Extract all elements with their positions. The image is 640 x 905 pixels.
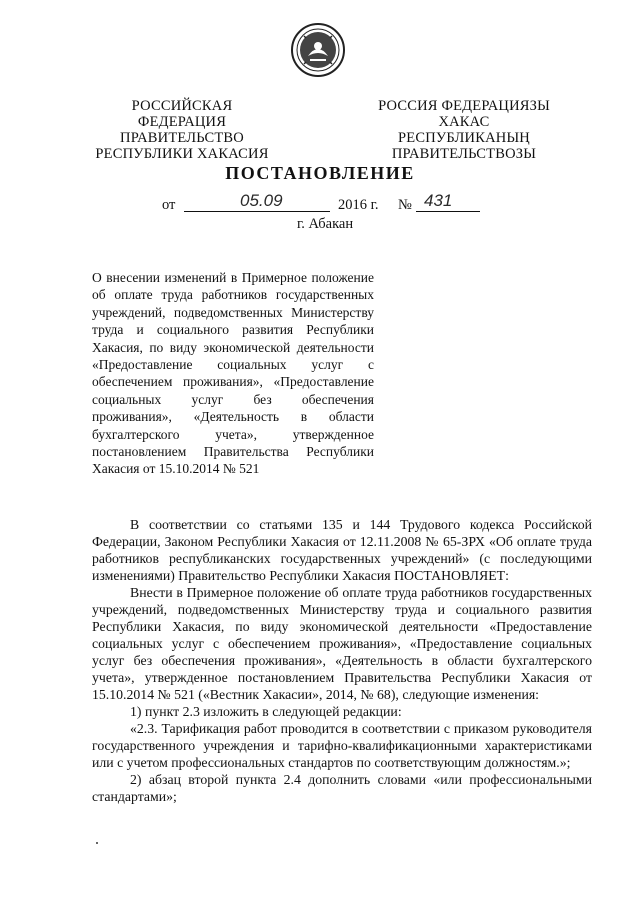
city: г. Абакан — [297, 216, 354, 232]
preamble-paragraph: В соответствии со статьями 135 и 144 Трудового кодекса Российской Федерации, Законом Республики Хакасия от 12.11.2008 № 65-ЗРХ «Об оплате труда работников республиканских государственных учреждений» (с последующими изменениями) Правительство Республики Хакасия ПОСТАНОВЛЯЕТ: — [92, 517, 592, 583]
quoted-clause: «2.3. Тарификация работ проводится в соответствии с приказом руководителя государственного учреждения и тарифно-квалификационными характеристиками или с учетом профессиональных стандартов по соответствующим должностям.»; — [92, 721, 592, 770]
resolution-paragraph: Внести в Примерное положение об оплате труда работников государственных учреждений, подведомственных Министерству труда и социального развития Республики Хакасия, по виду экономической деятельности «Предоставление социальных услуг с обеспечением проживания», «Предоставление социальных услуг без обеспечения проживания», «Деятельность в области бухгалтерского учета», утвержденное постановлением Правительства Республики Хакасия от 15.10.2014 № 521 («Вестник Хакасии», 2014, № 68), следующие изменения: — [92, 585, 592, 702]
header-right — [374, 98, 554, 162]
document-title: ПОСТАНОВЛЕНИЕ — [225, 163, 415, 183]
header-left-line-1: РОССИЙСКАЯ ФЕДЕРАЦИЯ — [131, 98, 233, 130]
date-from-label: от — [162, 197, 176, 213]
coat-of-arms-emblem — [290, 22, 346, 78]
header-right-line-1: РОССИЯ ФЕДЕРАЦИЯЗЫ — [378, 98, 550, 114]
header-right-line-3: ПРАВИТЕЛЬСТВОЗЫ — [391, 146, 537, 162]
document-subject: О внесении изменений в Примерное положение об оплате труда работников государственных учреждений, подведомственных Министерству труда и социального развития Республики Хакасия, по виду экономической деятельности «Предоставление социальных услуг с обеспечением проживания», «Предоставление социальных услуг без обеспечения проживания», «Деятельность в области бухгалтерского учета», утвержденное постановлением Правительства Республики Хакасия от 15.10.2014 № 521 — [92, 270, 374, 477]
list-item-2: 2) абзац второй пункта 2.4 дополнить словами «или профессиональными стандартами»; — [92, 772, 592, 804]
handwritten-number: 431 — [424, 191, 453, 210]
scan-speck — [96, 842, 98, 844]
header-left-line-3: РЕСПУБЛИКИ ХАКАСИЯ — [95, 146, 269, 162]
list-item-1: 1) пункт 2.3 изложить в следующей редакции: — [130, 704, 402, 719]
header-left — [92, 98, 272, 162]
number-label: № — [398, 197, 412, 213]
header-left-line-2: ПРАВИТЕЛЬСТВО — [120, 130, 244, 146]
document-body — [92, 516, 592, 805]
handwritten-date: 05.09 — [240, 191, 283, 210]
header-right-line-2: ХАКАС РЕСПУБЛИКАНЫҢ — [398, 114, 530, 146]
date-year: 2016 г. — [338, 197, 379, 213]
